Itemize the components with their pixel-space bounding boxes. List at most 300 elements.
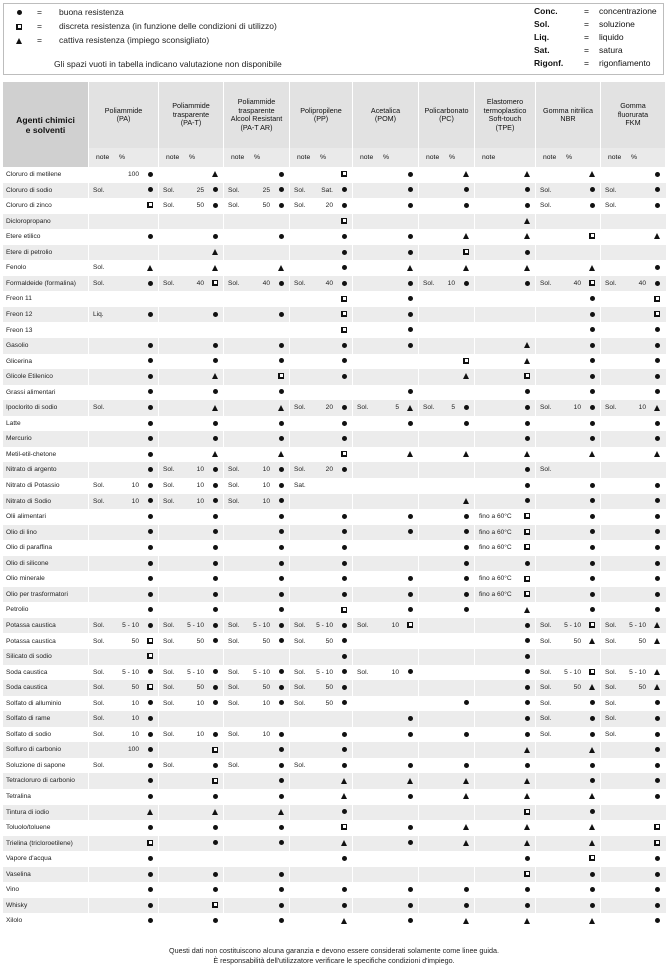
cell-note: Sol. [93,497,105,505]
table-row [3,214,666,230]
agent-name: Glicerina [6,357,33,365]
dot-icon [146,354,154,370]
cell-note: Sol. [228,668,240,676]
cell-note: Sol. [93,668,105,676]
subheader [89,148,159,167]
subheader-label: note [426,154,440,161]
column-header: Poliammide trasparente (PA-T) [159,82,224,148]
dot-icon [211,571,219,587]
dot-icon [588,805,596,821]
cell-note: Sol. [228,279,240,287]
dot-icon [146,431,154,447]
dot-icon [211,727,219,743]
table-row [3,913,666,929]
cell-percent: 10 [131,482,139,489]
cell-note: Sol. [423,279,435,287]
triangle-icon [653,229,661,245]
cell-percent: 25 [196,186,204,194]
dot-icon [653,602,661,618]
disclaimer-line-1: Questi dati non costituiscono alcuna garanzia e devono essere considerati solamente come linee guida. [168,946,500,955]
agent-name: Vino [6,886,20,894]
cell-percent: 50 [638,637,646,645]
cell-note: Sol. [93,186,105,194]
dot-icon [277,416,285,432]
subheader-label: note [543,154,557,161]
subheader [601,148,666,167]
dot-icon [277,898,285,914]
dot-icon [277,867,285,883]
dot-icon [146,385,154,401]
dot-icon [406,602,414,618]
dot-icon [588,307,596,323]
dot-icon [340,416,348,432]
dot-icon [146,307,154,323]
dot-icon [588,354,596,370]
dot-icon [277,276,285,292]
agent-name: Silicato di sodio [6,653,52,661]
dot-icon [653,276,661,292]
dot-icon [146,820,154,836]
dot-icon [653,509,661,525]
dot-icon [588,773,596,789]
dot-icon [523,245,531,261]
legend-eq: = [37,21,42,31]
cell-percent: 10 [391,621,399,629]
cell-note: Sol. [228,637,240,645]
abbr-eq: = [584,6,589,16]
dot-icon [340,369,348,385]
subheader-label: % [254,154,261,161]
cell-note: Sol. [540,466,552,474]
agent-name: Latte [6,419,21,427]
triangle-icon [523,214,531,230]
cell-note: Sol. [163,279,175,287]
cell-percent: 40 [196,279,204,287]
dot-icon [340,680,348,696]
dot-icon [462,758,470,774]
abbr-eq: = [584,45,589,55]
agent-name: Olio di lino [6,528,37,536]
triangle-icon [340,773,348,789]
dot-icon [146,462,154,478]
cell-note: Sol. [93,761,105,769]
dot-icon [653,338,661,354]
table-row [3,696,666,712]
subheader-label: note [231,154,245,161]
dot-icon [211,462,219,478]
abbr-value: satura [599,45,623,55]
cell-note: Sol. [228,202,240,210]
legend-text: cattiva resistenza (impiego sconsigliato) [59,35,210,45]
dot-icon [146,494,154,510]
square-icon [146,836,154,852]
dot-icon [653,416,661,432]
agent-name: Toluolo/toluene [6,824,51,832]
dot-icon [277,836,285,852]
dot-icon [406,665,414,681]
subheader-label: note [482,154,496,161]
cell-percent: 50 [325,684,333,692]
subheader-label: % [449,154,456,161]
table-row [3,773,666,789]
cell-percent: 5 - 10 [253,668,270,676]
cell-note: Sol. [605,202,617,210]
square-icon [523,571,531,587]
cell-percent: 50 [196,637,204,645]
triangle-icon [653,447,661,463]
dot-icon [146,773,154,789]
dot-icon [211,618,219,634]
dot-icon [406,245,414,261]
agent-name: Fenolo [6,264,27,272]
agent-name: Cloruro di sodio [6,186,53,194]
dot-icon [277,478,285,494]
square-icon [340,307,348,323]
table-row [3,851,666,867]
dot-icon [523,727,531,743]
dot-icon [523,665,531,681]
table-row [3,416,666,432]
dot-icon [588,509,596,525]
dot-icon [146,447,154,463]
square-icon [462,354,470,370]
cell-note: Sol. [93,699,105,707]
dot-icon [211,307,219,323]
cell-note: Sol. [93,637,105,645]
agent-name: Soluzione di sapone [6,761,66,769]
dot-icon [277,385,285,401]
cell-percent: 5 [451,404,455,412]
dot-icon [406,571,414,587]
table-row [3,307,666,323]
square-icon [588,229,596,245]
cell-note: Sol. [228,621,240,629]
dot-icon [211,385,219,401]
dot-icon [211,416,219,432]
cell-note: Sol. [294,668,306,676]
table-row [3,478,666,494]
dot-icon [406,229,414,245]
dot-icon [211,882,219,898]
cell-note: fino a 60°C [479,513,512,521]
triangle-icon [462,836,470,852]
table-row [3,602,666,618]
agent-name: Tetralina [6,793,31,800]
dot-icon [211,525,219,541]
table-row [3,727,666,743]
table-row [3,711,666,727]
column-header: Polipropilene (PP) [290,82,353,148]
triangle-icon [653,680,661,696]
cell-note: Sol. [163,668,175,676]
triangle-icon [406,773,414,789]
square-icon [146,649,154,665]
square-icon [340,323,348,339]
cell-percent: 50 [573,684,581,692]
triangle-icon [588,742,596,758]
dot-icon [653,478,661,494]
cell-note: Sol. [605,404,617,412]
cell-note: Sol. [93,482,105,489]
dot-icon [462,571,470,587]
triangle-icon [211,260,219,276]
square-icon [146,634,154,650]
cell-percent: 5 - 10 [629,668,646,676]
agent-name: Olio per trasformatori [6,590,68,598]
table-row [3,789,666,805]
cell-note: Sol. [357,668,369,676]
triangle-icon [588,913,596,929]
column-divider [600,82,601,940]
dot-icon [277,338,285,354]
dot-icon [340,462,348,478]
table-row [3,400,666,416]
table-row [3,805,666,821]
dot-icon [588,400,596,416]
cell-percent: 5 - 10 [187,621,204,629]
dot-icon [523,618,531,634]
cell-percent: 20 [325,466,333,474]
cell-percent: 20 [325,404,333,412]
cell-percent: 10 [262,730,270,738]
cell-note: Sol. [605,684,617,692]
dot-icon [462,696,470,712]
agent-name: Soda caustica [6,684,48,692]
agent-name: Solfato di sodio [6,730,52,738]
dot-icon [340,758,348,774]
dot-icon [406,416,414,432]
agent-name: Freon 13 [6,326,33,334]
subheader-label: % [119,154,126,161]
cell-note: Sol. [93,279,105,287]
dot-icon [340,431,348,447]
cell-percent: 40 [325,279,333,287]
dot-icon [211,867,219,883]
cell-percent: 10 [262,699,270,707]
triangle-icon [406,260,414,276]
cell-percent: 5 - 10 [122,668,139,676]
dot-icon [146,183,154,199]
square-icon [523,525,531,541]
dot-icon [146,229,154,245]
dot-icon [277,758,285,774]
cell-percent: 100 [127,746,139,754]
cell-note: Sol. [294,279,306,287]
triangle-icon [462,260,470,276]
dot-icon [462,540,470,556]
abbr-key: Sat. [534,45,550,55]
square-icon [211,773,219,789]
dot-icon [14,5,24,19]
square-icon [146,680,154,696]
cell-note: Sol. [228,186,240,194]
agent-header: Agenti chimici e solventi [3,82,89,167]
agent-name: Grassi alimentari [6,388,56,396]
dot-icon [653,711,661,727]
triangle-icon [462,369,470,385]
square-icon [523,509,531,525]
dot-icon [588,602,596,618]
square-icon [340,167,348,183]
triangle-icon [588,260,596,276]
dot-icon [653,867,661,883]
abbr-key: Rigonf. [534,58,564,68]
dot-icon [146,851,154,867]
cell-percent: 5 - 10 [253,621,270,629]
subheader-label: note [166,154,180,161]
cell-percent: 50 [262,202,270,210]
table-row [3,665,666,681]
square-icon [588,618,596,634]
dot-icon [277,431,285,447]
dot-icon [653,323,661,339]
cell-note: Sol. [163,497,175,505]
subheader-label: note [96,154,110,161]
triangle-icon [523,354,531,370]
dot-icon [211,494,219,510]
dot-icon [146,338,154,354]
agent-name: Potassa caustica [6,637,56,645]
cell-note: Sol. [605,186,617,194]
dot-icon [588,696,596,712]
cell-note: Sol. [294,684,306,692]
cell-percent: 10 [131,715,139,723]
dot-icon [588,727,596,743]
table-row [3,634,666,650]
square-icon [340,820,348,836]
subheader-label: note [608,154,622,161]
dot-icon [406,758,414,774]
dot-icon [406,789,414,805]
table-row [3,540,666,556]
cell-note: Sol. [423,404,435,412]
dot-icon [146,882,154,898]
cell-note: Sol. [605,279,617,287]
triangle-icon [523,836,531,852]
dot-icon [462,509,470,525]
table-row [3,276,666,292]
square-icon [523,867,531,883]
cell-percent: 10 [131,497,139,505]
cell-note: Sol. [228,684,240,692]
cell-note: Sol. [228,761,240,769]
dot-icon [211,509,219,525]
subheader [159,148,224,167]
dot-icon [588,758,596,774]
table-row [3,867,666,883]
dot-icon [277,525,285,541]
cell-percent: 10 [391,668,399,676]
dot-icon [146,525,154,541]
cell-percent: 5 - 10 [187,668,204,676]
dot-icon [653,789,661,805]
dot-icon [277,494,285,510]
agent-name: Mercurio [6,435,32,443]
table-row [3,898,666,914]
column-header: Elastomero termoplastico Soft-touch (TPE) [475,82,536,148]
dot-icon [277,183,285,199]
dot-icon [146,727,154,743]
dot-icon [523,680,531,696]
cell-percent: 50 [196,202,204,210]
dot-icon [653,525,661,541]
triangle-icon [340,789,348,805]
dot-icon [277,462,285,478]
dot-icon [406,276,414,292]
triangle-icon [277,447,285,463]
agent-name: Olio di silicone [6,559,49,567]
dot-icon [146,478,154,494]
dot-icon [277,696,285,712]
dot-icon [653,727,661,743]
dot-icon [588,525,596,541]
legend-box [3,3,664,75]
abbr-value: soluzione [599,19,635,29]
agent-name: Solfato di rame [6,715,51,723]
subheader-label: % [383,154,390,161]
dot-icon [146,587,154,603]
cell-percent: 5 - 10 [316,621,333,629]
dot-icon [406,385,414,401]
subheader [536,148,601,167]
cell-percent: 20 [325,202,333,210]
column-header: Policarbonato (PC) [419,82,475,148]
cell-note: Sol. [163,761,175,769]
cell-note: Sol. [357,404,369,412]
table-row [3,260,666,276]
dot-icon [653,851,661,867]
dot-icon [588,323,596,339]
agent-name: Trielina (tricloroetilene) [6,839,73,847]
dot-icon [523,416,531,432]
dot-icon [462,898,470,914]
agent-name: Gasolio [6,342,29,350]
table-row [3,245,666,261]
dot-icon [406,836,414,852]
square-icon [523,540,531,556]
triangle-icon [462,447,470,463]
table-row [3,462,666,478]
cell-note: Sol. [294,699,306,707]
dot-icon [462,882,470,898]
cell-note: Sol. [540,668,552,676]
cell-percent: 50 [325,637,333,645]
dot-icon [211,338,219,354]
dot-icon [462,556,470,572]
triangle-icon [653,665,661,681]
subheader-label: % [566,154,573,161]
dot-icon [462,198,470,214]
subheader [353,148,419,167]
agent-name: Olio di paraffina [6,544,53,552]
dot-icon [340,338,348,354]
dot-icon [146,696,154,712]
dot-icon [588,416,596,432]
table-row [3,758,666,774]
cell-note: Sol. [163,466,175,474]
cell-percent: 40 [638,279,646,287]
triangle-icon [588,789,596,805]
cell-note: Sol. [228,497,240,505]
abbr-value: rigonfiamento [599,58,651,68]
dot-icon [588,571,596,587]
dot-icon [653,758,661,774]
cell-note: Sol. [294,466,306,474]
cell-note: Sol. [294,202,306,210]
cell-note: Sol. [163,482,175,489]
dot-icon [653,882,661,898]
agent-name: Cloruro di zinco [6,202,52,210]
